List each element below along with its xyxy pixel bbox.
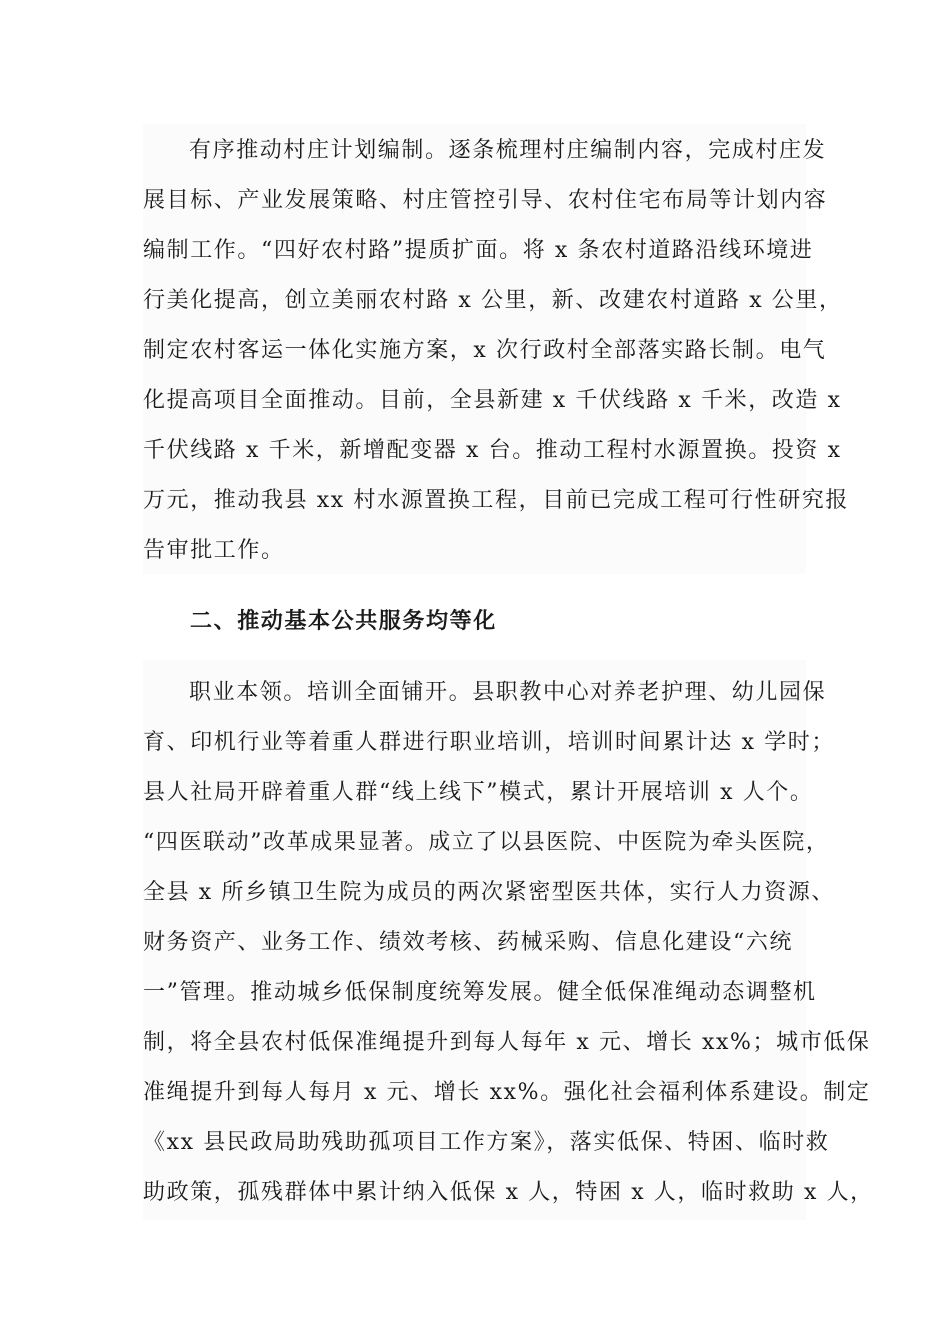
text-line: 行美化提高，创立美丽农村路 x 公里，新、改建农村道路 x 公里， [143, 288, 843, 313]
text-line: 财务资产、业务工作、绩效考核、药械采购、信息化建设“六统 [143, 930, 794, 955]
text-line: 一”管理。推动城乡低保制度统筹发展。健全低保准绳动态调整机 [143, 980, 817, 1005]
section-heading: 二、推动基本公共服务均等化 [190, 609, 497, 634]
text-line: 《xx 县民政局助残助孤项目工作方案》，落实低保、特困、临时救 [143, 1130, 830, 1155]
text-line: 展目标、产业发展策略、村庄管控引导、农村住宅布局等计划内容 [143, 188, 828, 213]
paragraph-public-services [143, 660, 874, 1220]
text-line: 制定农村客运一体化实施方案，x 次行政村全部落实路长制。电气 [143, 338, 827, 363]
text-line: 编制工作。“四好农村路”提质扩面。将 x 条农村道路沿线环境进 [143, 238, 814, 263]
text-line: 育、印机行业等着重人群进行职业培训，培训时间累计达 x 学时； [143, 730, 835, 755]
text-line: “四医联动”改革成果显著。成立了以县医院、中医院为牵头医院， [143, 830, 830, 855]
text-line: 有序推动村庄计划编制。逐条梳理村庄编制内容，完成村庄发 [189, 138, 827, 163]
text-line: 制，将全县农村低保准绳提升到每人每年 x 元、增长 xx%；城市低保 [143, 1030, 871, 1055]
text-line: 职业本领。培训全面铺开。县职教中心对养老护理、幼儿园保 [189, 680, 827, 705]
text-line: 全县 x 所乡镇卫生院为成员的两次紧密型医共体，实行人力资源、 [143, 880, 835, 905]
text-line: 县人社局开辟着重人群“线上线下”模式，累计开展培训 x 人个。 [143, 780, 814, 805]
text-line: 化提高项目全面推动。目前，全县新建 x 千伏线路 x 千米，改造 x [143, 388, 842, 413]
text-line: 告审批工作。 [143, 538, 285, 563]
text-line: 万元，推动我县 xx 村水源置换工程，目前已完成工程可行性研究报 [143, 488, 850, 513]
text-line: 千伏线路 x 千米，新增配变器 x 台。推动工程村水源置换。投资 x [143, 438, 842, 463]
text-line: 准绳提升到每人每月 x 元、增长 xx%。强化社会福利体系建设。制定 [143, 1080, 871, 1105]
text-line: 助政策，孤残群体中累计纳入低保 x 人，特困 x 人，临时救助 x 人， [143, 1180, 874, 1205]
paragraph-rural-planning [143, 124, 850, 574]
